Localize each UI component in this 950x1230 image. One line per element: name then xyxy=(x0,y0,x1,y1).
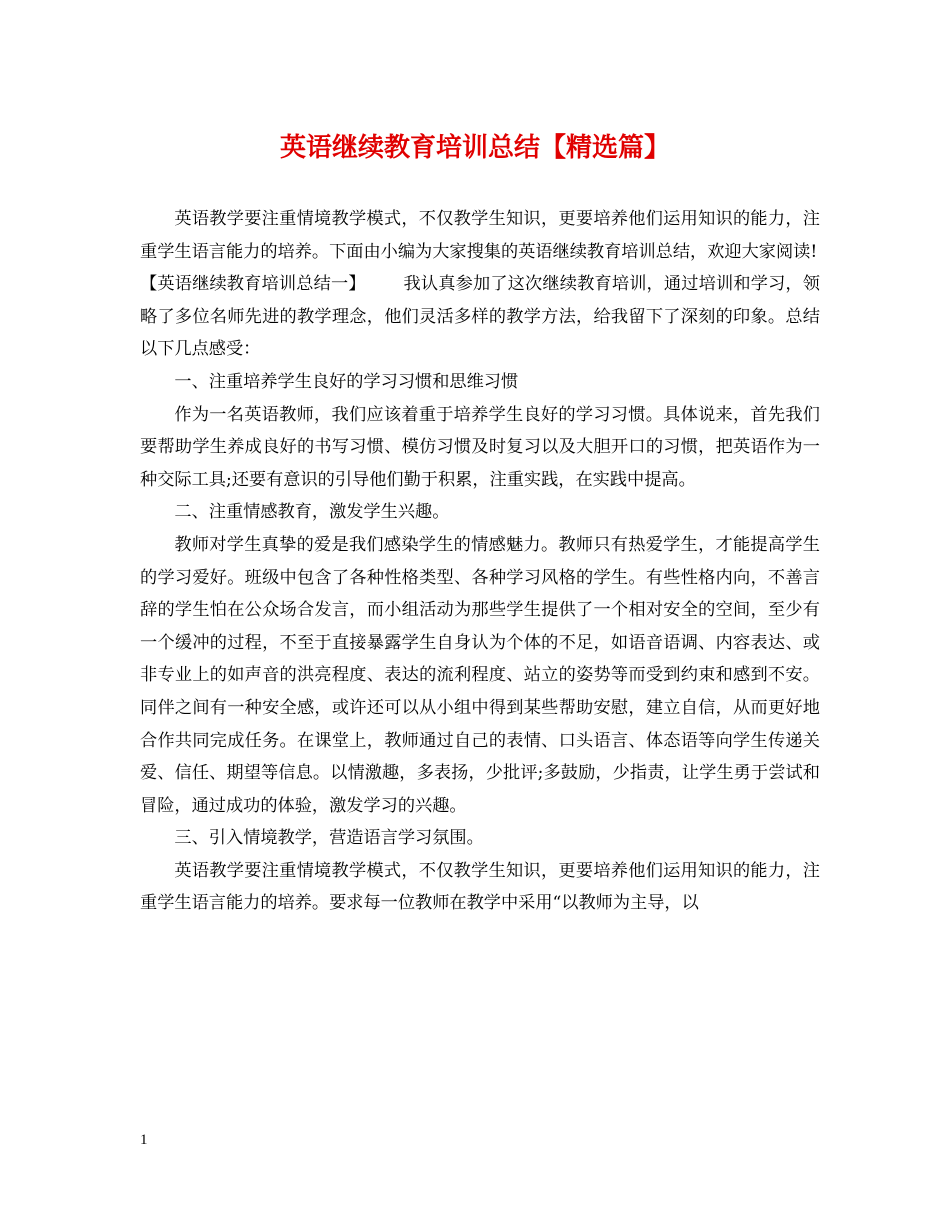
point1-heading: 一、注重培养学生良好的学习习惯和思维习惯 xyxy=(174,371,519,392)
page-number: 1 xyxy=(140,1132,148,1148)
point2-paragraph: 教师对学生真挚的爱是我们感染学生的情感魅力。教师只有热爱学生，才能提高学生的学习爱好。班级中包含了各种性格类型、各种学习风格的学生。有些性格内向，不善言辞的学生怕在公众场合发言，而小组活动为那些学生提供了一个相对安全的空间，至少有一个缓冲的过程，不至于直接暴露学生自身认为个体的不足，如语音语调、内容表达、或非专业上的如声音的洪亮程度、表达的流利程度、站立的姿势等而受到约束和感到不安。同伴之间有一种安全感，或许还可以从小组中得到某些帮助安慰，建立自信，从而更好地合作共同完成任务。在课堂上，教师通过自己的表情、口头语言、体态语等向学生传递关爱、信任、期望等信息。以情激趣，多表扬，少批评;多鼓励，少指责，让学生勇于尝试和冒险，通过成功的体验，激发学习的兴趣。 xyxy=(140,534,820,816)
point2-heading: 二、注重情感教育，激发学生兴趣。 xyxy=(174,502,450,523)
section1-heading: 【英语继续教育培训总结一】 xyxy=(140,274,366,295)
point3-heading: 三、引入情境教学，营造语言学习氛围。 xyxy=(174,828,484,849)
section1-text: 我认真参加了这次继续教育培训，通过培训和学习，领略了多位名师先进的教学理念，他们灵活多样的教学方法，给我留下了深刻的印象。总结以下几点感受： xyxy=(140,274,820,360)
document-body xyxy=(140,203,820,920)
intro-paragraph: 英语教学要注重情境教学模式，不仅教学生知识，更要培养他们运用知识的能力，注重学生语言能力的培养。下面由小编为大家搜集的英语继续教育培训总结，欢迎大家阅读! xyxy=(140,209,820,262)
section1-paragraph xyxy=(140,268,820,366)
point1-paragraph: 作为一名英语教师，我们应该着重于培养学生良好的学习习惯。具体说来，首先我们要帮助学生养成良好的书写习惯、模仿习惯及时复习以及大胆开口的习惯，把英语作为一种交际工具;还要有意识的引导他们勤于积累，注重实践，在实践中提高。 xyxy=(140,404,820,490)
point3-paragraph: 英语教学要注重情境教学模式，不仅教学生知识，更要培养他们运用知识的能力，注重学生语言能力的培养。要求每一位教师在教学中采用“以教师为主导，以 xyxy=(140,860,820,914)
document-title: 英语继续教育培训总结【精选篇】 xyxy=(279,133,670,163)
